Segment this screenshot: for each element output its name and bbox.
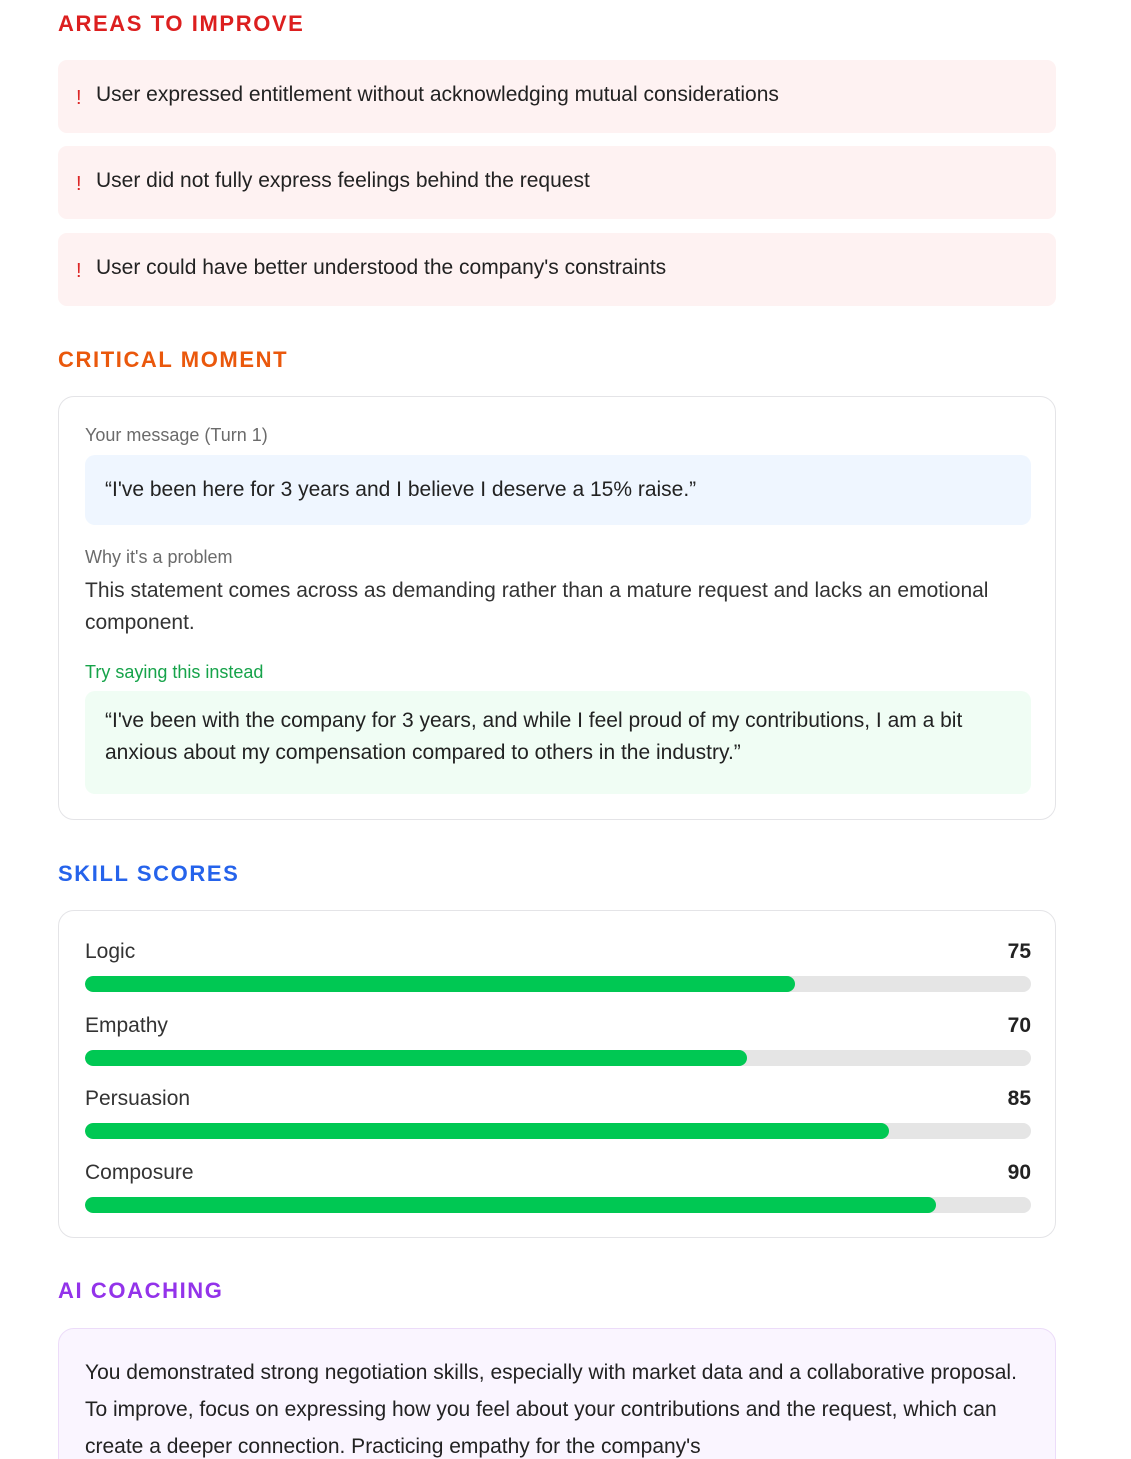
critical-moment-card bbox=[58, 396, 1056, 820]
improve-item bbox=[58, 60, 1056, 133]
score-bar-track bbox=[85, 1197, 1031, 1213]
score-bar-track bbox=[85, 976, 1031, 992]
skill-score: 70 bbox=[1007, 1014, 1031, 1037]
alternative-label: Try saying this instead bbox=[85, 662, 264, 682]
improve-item-text: User expressed entitlement without acknowledging mutual considerations bbox=[96, 83, 779, 106]
skill-score: 85 bbox=[1007, 1087, 1031, 1110]
score-bar-track bbox=[85, 1050, 1031, 1066]
skill-scores-heading: SKILL SCORES bbox=[58, 861, 240, 886]
critical-moment-heading: CRITICAL MOMENT bbox=[58, 347, 289, 372]
message-label: Your message (Turn 1) bbox=[85, 425, 268, 445]
skill-score: 75 bbox=[1007, 940, 1031, 963]
improve-item-text: User could have better understood the company's constraints bbox=[96, 256, 667, 279]
skill-row-composure bbox=[85, 1160, 1031, 1220]
exclamation-icon: ! bbox=[76, 87, 82, 109]
problem-label: Why it's a problem bbox=[85, 547, 233, 567]
alternative-quote: “I've been with the company for 3 years, and while I feel proud of my contributions, I am a bit anxious about my compensation compared to others in the industry.” bbox=[85, 691, 1031, 794]
exclamation-icon: ! bbox=[76, 260, 82, 282]
exclamation-icon: ! bbox=[76, 173, 82, 195]
skill-row-empathy bbox=[85, 1013, 1031, 1073]
score-bar-fill bbox=[85, 1123, 889, 1139]
coaching-text: You demonstrated strong negotiation skills, especially with market data and a collaborative proposal. To improve, focus on expressing how you feel about your contributions and the request, which can create a deeper connection. Practicing empathy for the company's bbox=[85, 1361, 1017, 1458]
ai-coaching-heading: AI COACHING bbox=[58, 1278, 224, 1303]
score-bar-fill bbox=[85, 1050, 747, 1066]
score-bar-fill bbox=[85, 976, 795, 992]
score-bar-track bbox=[85, 1123, 1031, 1139]
skill-scores-card bbox=[58, 910, 1056, 1238]
score-bar-fill bbox=[85, 1197, 936, 1213]
skill-row-logic bbox=[85, 939, 1031, 999]
improve-item-text: User did not fully express feelings behind the request bbox=[96, 169, 590, 192]
skill-name: Persuasion bbox=[85, 1087, 191, 1110]
skill-row-persuasion bbox=[85, 1086, 1031, 1146]
ai-coaching-card bbox=[58, 1328, 1056, 1459]
user-message-quote: “I've been here for 3 years and I believe I deserve a 15% raise.” bbox=[85, 455, 1031, 525]
problem-explanation: This statement comes across as demanding rather than a mature request and lacks an emotional component. bbox=[85, 579, 989, 634]
skill-name: Logic bbox=[85, 940, 136, 963]
skill-name: Empathy bbox=[85, 1014, 168, 1037]
skill-name: Composure bbox=[85, 1161, 194, 1184]
areas-to-improve-heading: AREAS TO IMPROVE bbox=[58, 11, 305, 36]
improve-item bbox=[58, 233, 1056, 306]
skill-score: 90 bbox=[1007, 1161, 1031, 1184]
improve-item bbox=[58, 146, 1056, 219]
